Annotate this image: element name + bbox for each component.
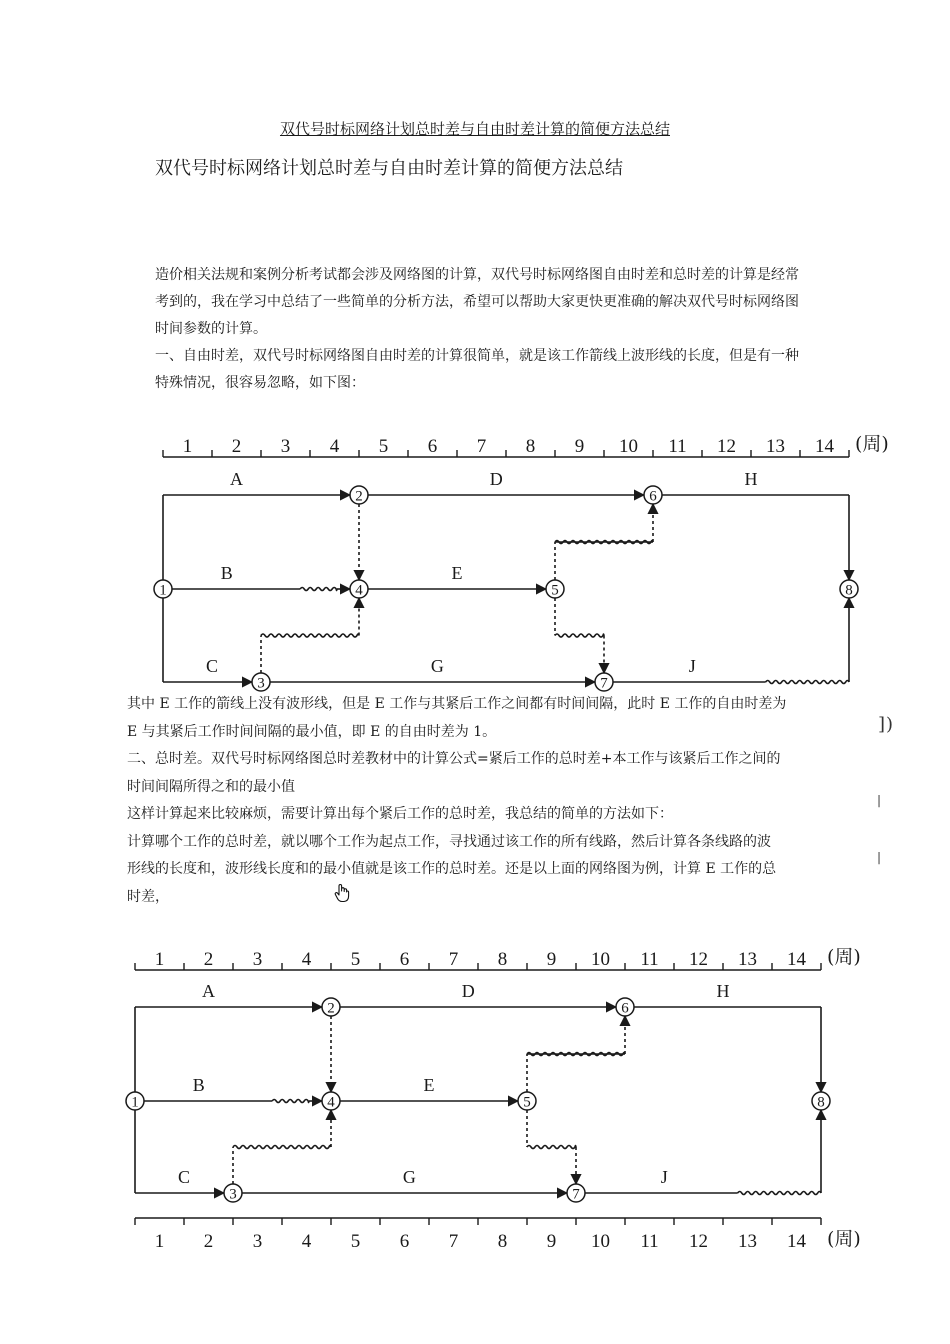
time-scale-label: 14: [787, 1231, 806, 1252]
activity-label: A: [230, 469, 243, 489]
body-line: 时间间隔所得之和的最小值: [127, 778, 295, 795]
node-number: 8: [845, 582, 853, 599]
activity-label: B: [192, 1075, 205, 1095]
intro-paragraph: [155, 262, 895, 397]
time-scale-label: 7: [448, 949, 459, 970]
time-scale-label: 10: [591, 949, 610, 970]
time-scale-label: 13: [766, 436, 785, 457]
activity-label: E: [423, 1075, 435, 1095]
time-scale-label: 7: [476, 436, 487, 457]
time-scale-label: 2: [231, 436, 242, 457]
edge-bar-mark: |: [877, 850, 882, 864]
time-scale-label: 3: [252, 1231, 263, 1252]
document-title: 双代号时标网络计划总时差与自由时差计算的简便方法总结: [155, 158, 623, 179]
activity-label: H: [744, 469, 758, 489]
body-line: 形线的长度和，波形线长度和的最小值就是该工作的总时差。还是以上面的网络图为例，计算 E 工作的总: [127, 861, 777, 877]
time-scale-label: 11: [668, 436, 687, 457]
time-scale-label: 10: [619, 436, 638, 457]
time-scale-label: 8: [525, 436, 536, 457]
time-unit-label: (周): [855, 433, 889, 455]
time-scale-label: 11: [640, 949, 659, 970]
activity-label: E: [451, 563, 463, 583]
edge-bracket-mark: ]: [878, 714, 886, 735]
time-unit-label: (周): [827, 946, 861, 968]
time-scale-label: 12: [689, 1231, 708, 1252]
node-number: 5: [551, 582, 559, 599]
time-scale-label: 9: [574, 436, 585, 457]
wavy-line: [300, 588, 337, 591]
wavy-line: [738, 1192, 821, 1195]
node-number: 1: [159, 582, 167, 599]
node-number: 6: [621, 1000, 629, 1017]
time-scale-label: 6: [399, 949, 410, 970]
body-line: E 与其紧后工作时间间隔的最小值，即 E 的自由时差为 1。: [127, 723, 497, 740]
activity-label: G: [402, 1167, 416, 1187]
time-scale-label: 5: [350, 1231, 361, 1252]
intro-line: 考到的，我在学习中总结了一些简单的分析方法，希望可以帮助大家更快更准确的解决双代号时标网络图: [155, 294, 799, 310]
node-number: 3: [257, 675, 265, 692]
activity-label: D: [461, 981, 475, 1001]
node-number: 6: [649, 488, 657, 505]
network-diagram-1: [0, 425, 950, 695]
time-scale-label: 8: [497, 949, 508, 970]
time-scale-label: 3: [280, 436, 291, 457]
wavy-line: [527, 1146, 576, 1149]
node-number: 2: [355, 488, 363, 505]
time-scale-label: 4: [329, 436, 340, 457]
node-number: 7: [600, 675, 608, 692]
node-number: 5: [523, 1094, 531, 1111]
edge-paren-mark: ): [886, 714, 894, 735]
node-number: 8: [817, 1094, 825, 1111]
time-scale-label: 5: [378, 436, 389, 457]
activity-label: B: [220, 563, 233, 583]
activity-label: J: [688, 656, 696, 676]
body-line: 这样计算起来比较麻烦，需要计算出每个紧后工作的总时差，我总结的简单的方法如下：: [127, 806, 673, 822]
wavy-line: [766, 681, 849, 684]
time-scale-label: 3: [252, 949, 263, 970]
time-scale-label: 13: [738, 949, 757, 970]
node-number: 4: [355, 582, 363, 599]
time-scale-label: 6: [427, 436, 438, 457]
time-scale-label: 4: [301, 949, 312, 970]
time-scale-label: 1: [182, 436, 193, 457]
edge-bar-mark: |: [877, 793, 882, 807]
time-scale-label: 14: [787, 949, 806, 970]
header-title: 双代号时标网络计划总时差与自由时差计算的简便方法总结: [279, 120, 670, 138]
body-paragraph: [127, 691, 867, 911]
body-line: 其中 E 工作的箭线上没有波形线，但是 E 工作与其紧后工作之间都有时间间隔，此时 E 工作的自由时差为: [127, 696, 787, 712]
activity-label: A: [202, 981, 215, 1001]
body-line: 时差，: [127, 888, 169, 905]
body-line: 计算哪个工作的总时差，就以哪个工作为起点工作，寻找通过该工作的所有线路，然后计算各条线路的波: [127, 833, 771, 850]
time-scale-label: 11: [640, 1231, 659, 1252]
hand-pointer-icon: [333, 883, 351, 903]
intro-line: 一、自由时差，双代号时标网络图自由时差的计算很简单，就是该工作箭线上波形线的长度，但是有一种: [155, 348, 799, 364]
time-scale-label: 6: [399, 1231, 410, 1252]
intro-line: 时间参数的计算。: [155, 321, 267, 337]
time-scale-label: 4: [301, 1231, 312, 1252]
time-scale-label: 12: [717, 436, 736, 457]
activity-label: G: [430, 656, 444, 676]
activity-label: C: [205, 656, 219, 676]
time-scale-label: 12: [689, 949, 708, 970]
time-scale-label: 8: [497, 1231, 508, 1252]
network-diagram-2: [0, 935, 950, 1255]
intro-line: 造价相关法规和案例分析考试都会涉及网络图的计算，双代号时标网络图自由时差和总时差的计算是经常: [155, 267, 799, 283]
time-scale-label: 2: [203, 949, 214, 970]
activity-label: J: [660, 1167, 668, 1187]
wavy-line: [261, 634, 359, 637]
activity-label: D: [489, 469, 503, 489]
wavy-line: [555, 634, 604, 637]
time-scale-label: 13: [738, 1231, 757, 1252]
wavy-line: [233, 1146, 331, 1149]
time-scale-label: 5: [350, 949, 361, 970]
activity-label: C: [177, 1167, 191, 1187]
node-number: 1: [131, 1094, 139, 1111]
time-scale-label: 9: [546, 1231, 557, 1252]
intro-line: 特殊情况，很容易忽略，如下图：: [155, 375, 365, 391]
node-number: 3: [229, 1186, 237, 1203]
time-scale-label: 2: [203, 1231, 214, 1252]
node-number: 7: [572, 1186, 580, 1203]
time-scale-label: 1: [154, 1231, 165, 1252]
node-number: 2: [327, 1000, 335, 1017]
wavy-line: [272, 1100, 309, 1103]
time-unit-label: (周): [827, 1228, 861, 1250]
time-scale-label: 9: [546, 949, 557, 970]
time-scale-label: 1: [154, 949, 165, 970]
activity-label: H: [716, 981, 730, 1001]
node-number: 4: [327, 1094, 335, 1111]
time-scale-label: 10: [591, 1231, 610, 1252]
body-line: 二、总时差。双代号时标网络图总时差教材中的计算公式=紧后工作的总时差+本工作与该紧后工作之间的: [127, 751, 781, 767]
time-scale-label: 14: [815, 436, 834, 457]
time-scale-label: 7: [448, 1231, 459, 1252]
